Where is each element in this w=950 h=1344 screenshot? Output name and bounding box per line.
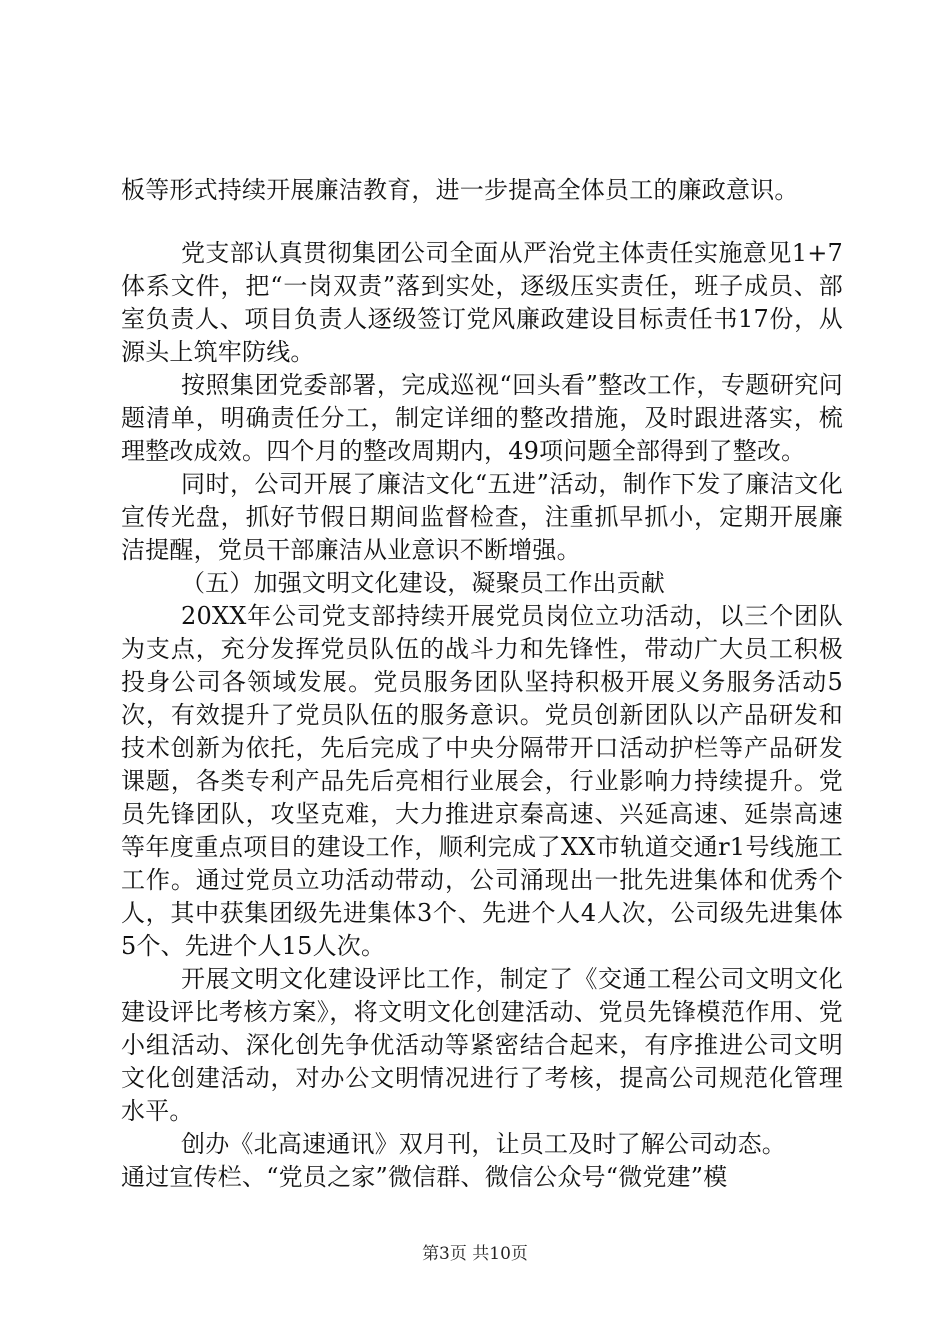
paragraph-continuation: 板等形式持续开展廉洁教育，进一步提高全体员工的廉政意识。 <box>121 176 799 204</box>
paragraph-rectification: 按照集团党委部署，完成巡视“回头看”整改工作，专题研究问题清单，明确责任分工，制定详细的整改措施，及时跟进落实，梳理整改成效。四个月的整改周期内，49项问题全部得到了整改。 <box>121 371 843 465</box>
paragraph-newsletter: 创办《北高速通讯》双月刊，让员工及时了解公司动态。 <box>181 1130 786 1158</box>
page-number-footer: 第3页 共10页 <box>422 1244 528 1264</box>
paragraph-merit-activities: 20XX年公司党支部持续开展党员岗位立功活动，以三个团队为支点，充分发挥党员队伍的战斗力和先锋性，带动广大员工积极投身公司各领域发展。党员服务团队坚持积极开展义务服务活动5次，有效提升了党员队伍的服务意识。党员创新团队以产品研发和技术创新为依托，先后完成了中央分隔带开口活动护栏等产品研发课题，各类专利产品先后亮相行业展会，行业影响力持续提升。党员先锋团队，攻坚克难，大力推进京秦高速、兴延高速、延崇高速等年度重点项目的建设工作，顺利完成了XX市轨道交通r1号线施工工作。通过党员立功活动带动，公司涌现出一批先进集体和优秀个人，其中获集团级先进集体3个、先进个人4人次，公司级先进集体5个、先进个人15人次。 <box>121 602 843 960</box>
document-body <box>121 174 843 1194</box>
paragraph-publicity: 通过宣传栏、“党员之家”微信群、微信公众号“微党建”模 <box>121 1163 728 1191</box>
paragraph-responsibility: 党支部认真贯彻集团公司全面从严治党主体责任实施意见1+7体系文件，把“一岗双责”落到实处，逐级压实责任，班子成员、部室负责人、项目负责人逐级签订党风廉政建设目标责任书17份，从源头上筑牢防线。 <box>121 239 843 366</box>
section-heading: （五）加强文明文化建设，凝聚员工作出贡献 <box>181 569 665 597</box>
paragraph-integrity-culture: 同时，公司开展了廉洁文化“五进”活动，制作下发了廉洁文化宣传光盘，抓好节假日期间监督检查，注重抓早抓小，定期开展廉洁提醒，党员干部廉洁从业意识不断增强。 <box>121 470 843 564</box>
paragraph-civilization-evaluation: 开展文明文化建设评比工作，制定了《交通工程公司文明文化建设评比考核方案》，将文明文化创建活动、党员先锋模范作用、党小组活动、深化创先争优活动等紧密结合起来，有序推进公司文明文化创建活动，对办公文明情况进行了考核，提高公司规范化管理水平。 <box>121 965 843 1125</box>
